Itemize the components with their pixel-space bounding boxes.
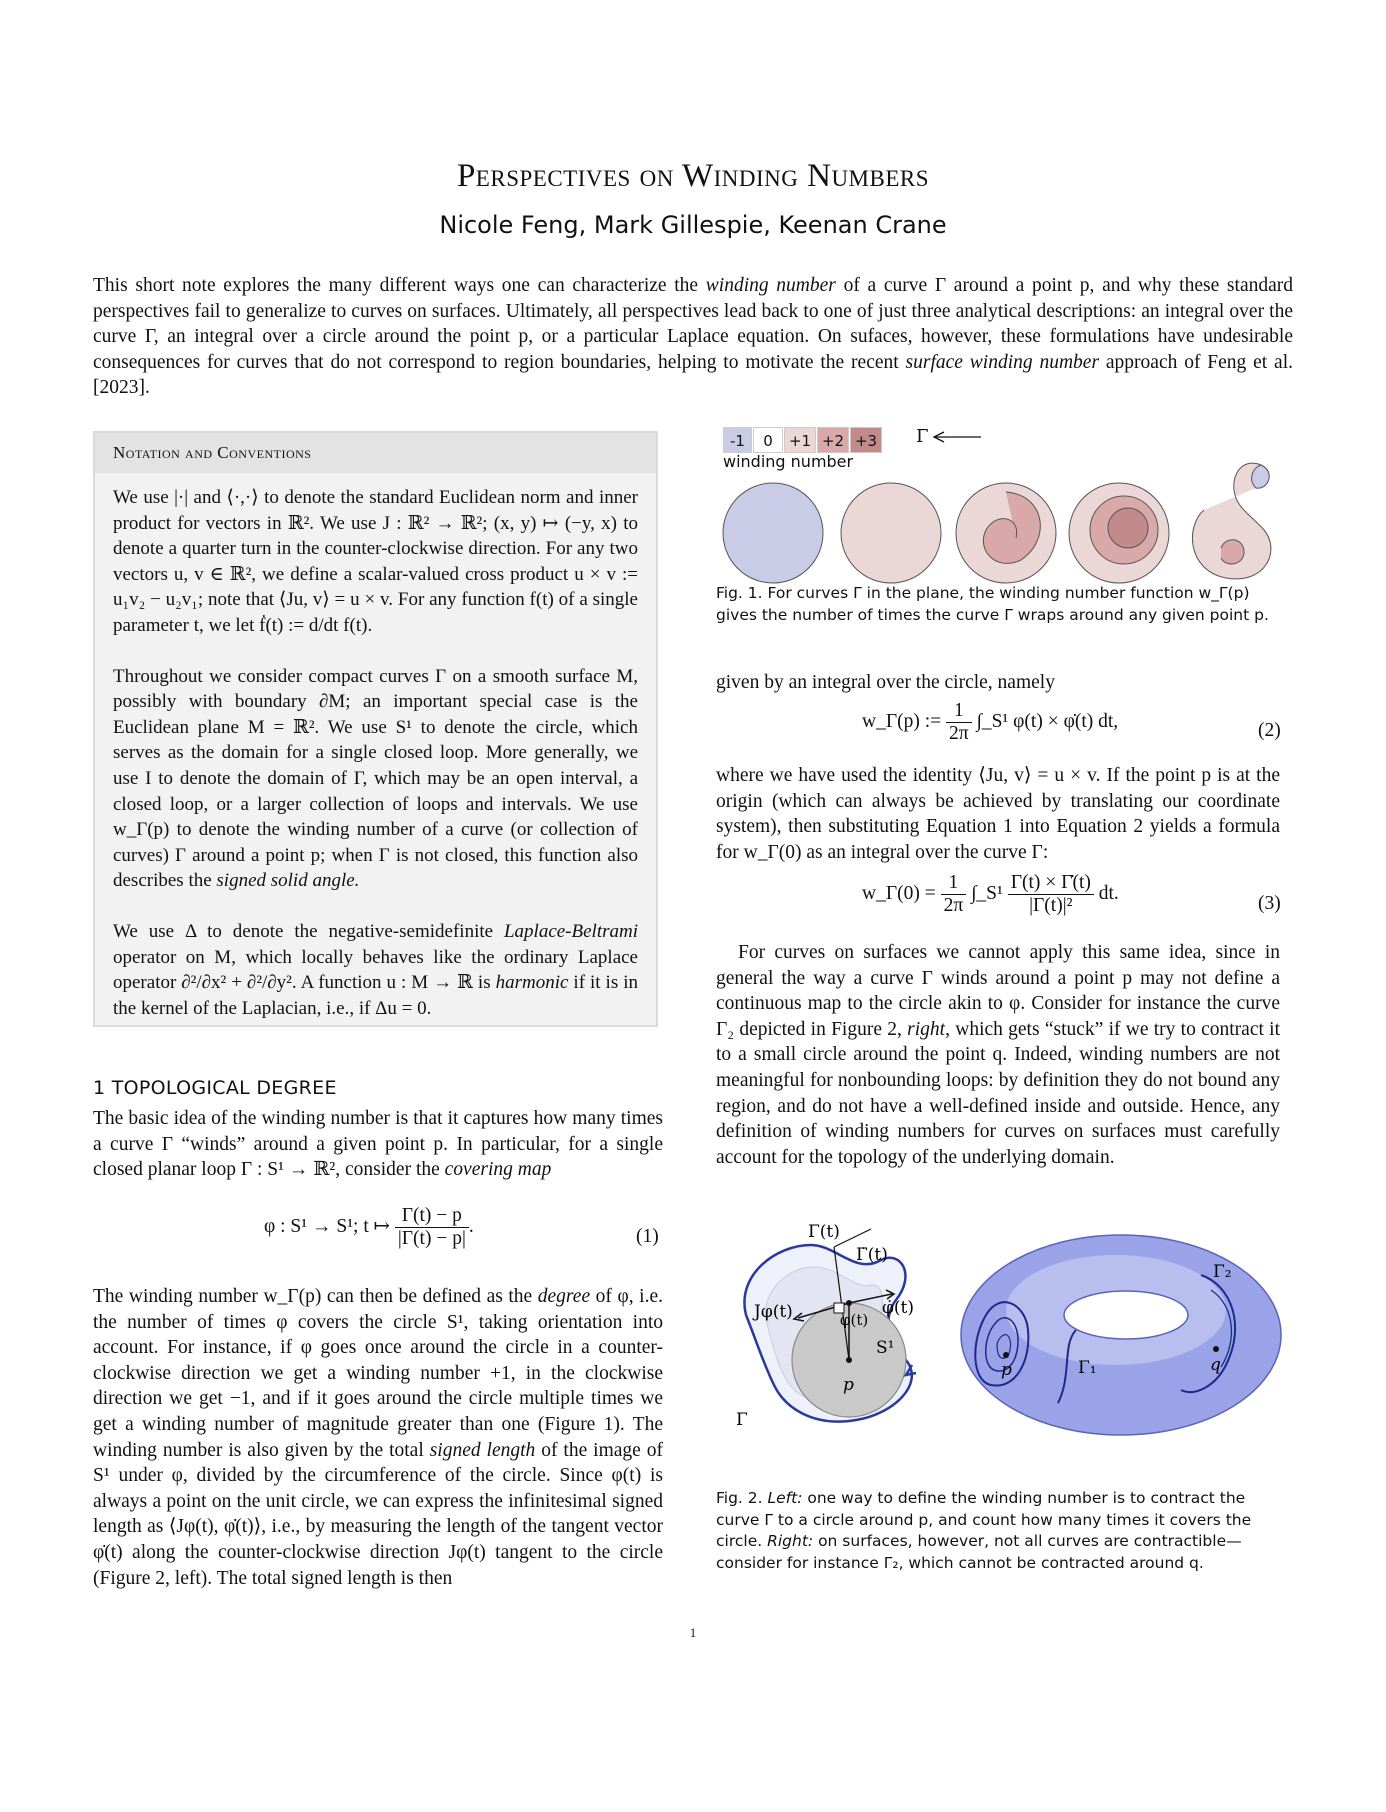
body-text: of the image of S¹ under φ, divided by the circumference of the circle. Since φ(t) is always a point on the unit circle, we can express the infinitesimal signed length as ⟨Jφ(t), φ̇(t)⟩, i.e., by measuring the length of the tangent vector φ̇(t) along the counter-clockwise direction Jφ(t) tangent to the circle (Figure 2, left). The total signed length is then [93,1439,663,1589]
equation-fraction [395,1205,469,1250]
abstract-text: approach of Feng et al. [2023]. [93,351,1293,399]
label-p: p [843,1375,854,1395]
label-gamma-t: Γ(t) [808,1222,840,1242]
gamma-label: Γ [916,426,929,447]
equation-lhs: w_Γ(0) = [862,882,936,904]
section1-paragraph-1 [93,1106,663,1183]
winding-example-plus-three [1069,483,1169,583]
notation-heading: Notation and Conventions [95,433,656,473]
legend-swatch-0: 0 [753,427,783,453]
notation-paragraph [113,664,638,894]
abstract-text: This short note explores the many different ways one can characterize the [93,275,706,296]
abstract-emphasis: surface winding number [905,351,1100,373]
body-emphasis: degree [537,1286,591,1307]
legend-swatch-pos3: +3 [850,427,882,453]
label-phi: φ(t) [840,1311,869,1329]
caption-text: on surfaces, however, not all curves are contractible—consider for instance Γ₂, which cannot be contracted around q. [716,1532,1242,1572]
fraction-numerator: 1 [941,872,967,895]
right-paragraph-2: where we have used the identity ⟨Ju, v⟩ = u × v. If the point p is at the origin (which can always be achieved by translating our coordinate system), then substituting Equation 1 into Equation 2 yields a formula for w_Γ(0) as an integral over the curve Γ: [716,765,1280,863]
label-torus-p: p [1001,1360,1012,1380]
label-phi-dot: φ̇(t) [882,1298,914,1318]
fraction-numerator: 1 [946,700,972,723]
label-q: q [1210,1355,1221,1375]
figure-2-graphic [716,1215,1286,1465]
section1-paragraph-2 [93,1284,663,1591]
caption-emphasis: Right: [767,1532,814,1550]
body-emphasis: covering map [444,1159,552,1181]
notation-text: operator on M, which locally behaves like the ordinary Laplace operator ∂²/∂x² + ∂²/∂y². A function u : M → ℝ is [113,946,638,994]
body-text: , which gets “stuck” if we try to contract it to a small circle around the point q. Indeed, winding numbers are not meaningful for nonbounding loops: by definition they do not bound any region, and do not have a well-defined inside and outside. Hence, any definition of winding numbers for curves on surfaces must carefully account for the topology of the underlying domain. [716,1018,1280,1168]
abstract-emphasis: winding number [705,275,836,296]
fraction-denominator: |Γ(t) − p| [397,1228,466,1249]
caption-text: one way to define the winding number is to contract the curve Γ to a circle around p, and count how many times it covers the circle. [716,1489,1252,1550]
equation-rhs: ∫_S¹ φ(t) × φ̇(t) dt, [976,710,1119,732]
equation-lhs: φ : S¹ → S¹; t ↦ [264,1215,390,1237]
curve-direction-arrow-icon [934,432,981,442]
section-heading: 1 TOPOLOGICAL DEGREE [93,1077,337,1099]
equation-number: (2) [1258,720,1281,741]
legend-swatch-pos2: +2 [817,427,849,453]
body-text: The basic idea of the winding number is that it captures how many times a curve Γ “winds” around a given point p. In particular, for a single closed planar loop Γ : S¹ → ℝ², consider the [93,1108,663,1181]
caption-text: Fig. 2. [716,1489,768,1507]
torus-diagram [961,1235,1281,1435]
label-s1: S¹ [876,1338,895,1358]
right-paragraph-1: given by an integral over the circle, namely [716,672,1055,693]
abstract-text: of a curve Γ around a point p, and why these standard perspectives fail to generalize to curves on surfaces. Ultimately, all perspectives lead back to one of just three analytical descriptions: an integral over the curve Γ, an integral over a circle around the point p, or a particular Laplace equation. On sufaces, however, these formulations have undesirable consequences for curves that do not correspond to region boundaries, helping to motivate the recent [93,275,1293,373]
winding-example-plus-one [841,483,941,583]
notation-text: if it is in the kernel of the Laplacian, i.e., if Δu = 0. [113,972,638,1019]
notation-emphasis: harmonic [495,972,569,994]
equation-lhs: w_Γ(p) := [862,710,942,732]
body-text: The winding number w_Γ(p) can then be defined as the [93,1286,538,1307]
page-number: 1 [689,1625,697,1640]
fraction-denominator: |Γ(t)|² [1029,895,1073,916]
equation-fraction [1008,872,1094,917]
notation-text: Throughout we consider compact curves Γ on a smooth surface M, possibly with boundary ∂M; an important special case is the Euclidean plane M = ℝ². We use S¹ to denote the circle, which serves as the domain for a single closed loop. More generally, we use I to denote the domain of Γ, which may be an open interval, a closed loop, or a larger collection of loops and intervals. We use w_Γ(p) to denote the winding number of a curve (or collection of curves) Γ around a point p; when Γ is not closed, this function also describes the [113,665,638,892]
winding-example-minus-one [723,483,823,583]
notation-emphasis: Laplace-Beltrami [503,920,638,942]
label-gamma2: Γ₂ [1213,1262,1232,1282]
legend-caption: winding number [723,452,854,471]
label-j-phi: Jφ(t) [754,1302,793,1322]
contraction-diagram [736,1222,916,1430]
paper-title: Perspectives on Winding Numbers [456,158,930,194]
fraction-numerator: Γ(t) − p [395,1205,469,1228]
fraction-numerator: Γ(t) × Γ̇(t) [1008,872,1094,895]
fraction-denominator: 2π [943,895,964,916]
notation-paragraph: We use |·| and ⟨·,·⟩ to denote the standard Euclidean norm and inner product for vectors in ℝ². We use J : ℝ² → ℝ²; (x, y) ↦ (−y, x) to denote a quarter turn in the counter-clockwise direction. For any two vectors u, v ∈ ℝ², we define a scalar-valued cross product u × v := u₁v₂ − u₂v₁; note that ⟨Ju, v⟩ = u × v. For any function f(t) of a single parameter t, we let ḟ(t) := d/dt f(t). [113,487,638,636]
body-emphasis: right [907,1018,946,1040]
equation-fraction [946,700,972,745]
notation-box [93,431,658,1027]
equation-integral: ∫_S¹ [971,882,1003,904]
figure-1-caption: Fig. 1. For curves Γ in the plane, the winding number function w_Γ(p) gives the number of times the curve Γ wraps around any given point p. [716,584,1269,624]
equation-number: (3) [1258,893,1281,914]
equation-fraction [941,872,967,917]
legend-swatch-pos1: +1 [784,427,816,453]
right-paragraph-3 [716,940,1280,1170]
label-gamma: Γ [736,1410,748,1430]
notation-paragraph [113,919,638,1021]
author-list: Nicole Feng, Mark Gillespie, Keenan Crane [439,211,947,239]
label-gamma1: Γ₁ [1078,1358,1097,1378]
fraction-denominator: 2π [949,723,969,744]
label-gamma-dot: Γ̇(t) [856,1245,888,1265]
body-emphasis: signed length [429,1439,536,1461]
equation-tail: . [468,1215,474,1237]
equation-1 [264,1205,474,1250]
legend-swatch-neg1: -1 [723,427,752,453]
winding-example-plus-two [956,483,1056,583]
equation-3 [862,872,1119,917]
body-text: For curves on surfaces we cannot apply this same idea, since in general the way a curve Γ winds around a point p may not define a continuous map to the circle akin to φ. Consider for instance the curve Γ₂ depicted in Figure 2, [716,942,1280,1040]
notation-text: We use Δ to denote the negative-semidefinite [113,920,504,942]
abstract [93,273,1293,401]
body-text: of φ, i.e. the number of times φ covers the circle S¹, taking orientation into account. For instance, if φ goes once around the circle in a counter-clockwise direction we get a winding number +1, in the clockwise direction we get −1, and if it goes around the circle multiple times we get a winding number of magnitude greater than one (Figure 1). The winding number is also given by the total [93,1286,663,1461]
notation-emphasis: signed solid angle. [216,870,360,892]
equation-2 [862,700,1118,745]
figure-1-graphic [716,420,1286,595]
equation-tail: dt. [1098,882,1119,904]
figure-2-caption [716,1488,1291,1574]
caption-emphasis: Left: [767,1489,803,1507]
equation-number: (1) [636,1226,659,1247]
winding-example-spiral [1192,463,1270,579]
